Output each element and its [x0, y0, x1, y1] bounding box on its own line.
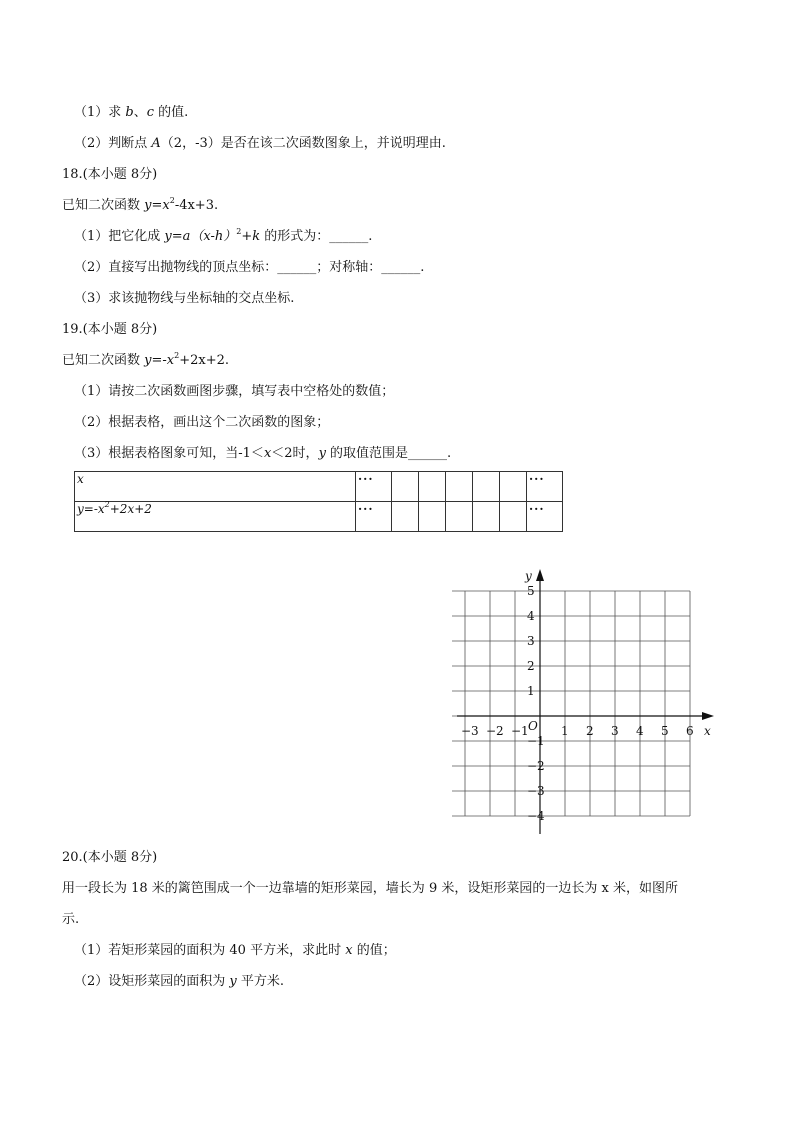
q19-part3-text: （3）根据表格图象可知，当-1＜: [74, 446, 264, 461]
y-axis-arrow-icon: [536, 569, 544, 581]
q19-stem-text: 已知二次函数: [62, 353, 145, 368]
q20-header: 20.(本小题 8分): [62, 850, 158, 865]
q19-stem: [62, 352, 229, 370]
table-cell[interactable]: [419, 472, 446, 502]
q18-stem: [62, 197, 218, 215]
y-tick-label: −3: [527, 784, 545, 798]
table-cell[interactable]: [392, 472, 419, 502]
q18-stem-text: 已知二次函数: [62, 198, 145, 213]
q19-part1: （1）请按二次函数画图步骤，填写表中空格处的数值；: [74, 384, 395, 399]
table-row-y: [75, 502, 563, 532]
y-tick-label: 4: [527, 609, 535, 623]
q18-func-exp: 2: [169, 195, 175, 205]
x-tick-label: 1: [561, 724, 569, 738]
y-tick-label: −1: [527, 734, 545, 748]
q19-part2: （2）根据表格，画出这个二次函数的图象；: [74, 415, 330, 430]
table-cell[interactable]: [500, 502, 527, 532]
var-x: x: [345, 943, 353, 958]
q17-part1-sep: 、: [133, 105, 147, 120]
table-head-y: [75, 502, 356, 532]
q18-part1: [74, 228, 372, 246]
table-cell[interactable]: [500, 472, 527, 502]
q18-part1-text: （1）把它化成: [74, 229, 165, 244]
q20-part1-tail: 的值；: [352, 943, 396, 958]
q18-func-rhs: -4x+3.: [174, 198, 219, 213]
x-tick-label: 4: [636, 724, 644, 738]
q17-part1-tail: 的值.: [154, 105, 189, 120]
q20-part2-tail: 平方米.: [236, 974, 285, 989]
var-y: y: [318, 446, 326, 461]
y-tick-label: −4: [527, 809, 545, 823]
q19-header: 19.(本小题 8分): [62, 322, 158, 337]
table-head-x: x: [75, 472, 356, 502]
y-axis-label: y: [525, 569, 532, 583]
x-axis-arrow-icon: [702, 712, 714, 720]
q20-part1-text: （1）若矩形菜园的面积为 40 平方米，求此时: [74, 943, 346, 958]
x-tick-label: −2: [486, 724, 504, 738]
x-tick-label: −1: [511, 724, 529, 738]
q17-part2-text: （2）判断点: [74, 136, 152, 151]
var-c: c: [146, 105, 155, 120]
q17-part1: [74, 104, 188, 122]
table-cell[interactable]: [446, 472, 473, 502]
q18-func-lhs: y=x: [144, 198, 170, 213]
q19-func-exp: 2: [174, 350, 180, 360]
table-cell[interactable]: [392, 502, 419, 532]
origin-label: O: [528, 719, 538, 733]
q18-part2: （2）直接写出抛物线的顶点坐标：______；对称轴：______.: [74, 260, 425, 275]
coordinate-grid: [452, 563, 732, 843]
q19-part3: [74, 445, 451, 463]
q19-func-rhs: +2x+2.: [179, 353, 229, 368]
y-tick-label: 5: [527, 584, 535, 598]
x-tick-label: 5: [661, 724, 669, 738]
x-tick-label: −3: [461, 724, 479, 738]
table-cell[interactable]: [473, 472, 500, 502]
x-axis-label: x: [704, 724, 711, 738]
table-head-y-lhs: y=-x: [77, 502, 105, 516]
var-A: A: [151, 136, 161, 151]
q17-part1-text: （1）求: [74, 105, 126, 120]
x-tick-label: 6: [686, 724, 694, 738]
q19-part3-mid: ＜2时，: [271, 446, 319, 461]
q18-vertex-exp: 2: [236, 226, 242, 236]
var-b: b: [125, 105, 134, 120]
var-x: x: [263, 446, 272, 461]
x-tick-label: 3: [611, 724, 619, 738]
q18-part1-tail: 的形式为：______.: [260, 229, 373, 244]
table-cell[interactable]: [419, 502, 446, 532]
q20-stem-line1: 用一段长为 18 米的篱笆围成一个一边靠墙的矩形菜园，墙长为 9 米，设矩形菜园的一边长为 x 米，如图所: [62, 881, 678, 896]
q18-header: 18.(本小题 8分): [62, 167, 158, 182]
q20-part2: [74, 973, 284, 991]
table-head-y-exp: 2: [104, 500, 110, 509]
value-table: [74, 471, 563, 532]
table-ellipsis-right: ···: [527, 502, 563, 532]
q20-part1: [74, 942, 396, 960]
table-head-y-rhs: +2x+2: [109, 502, 152, 516]
q20-part2-text: （2）设矩形菜园的面积为: [74, 974, 230, 989]
y-tick-label: 3: [527, 634, 535, 648]
q18-part3: （3）求该抛物线与坐标轴的交点坐标.: [74, 291, 295, 306]
q17-part2-tail: （2，-3）是否在该二次函数图象上，并说明理由.: [160, 136, 446, 151]
q19-func-lhs: y=-x: [144, 353, 175, 368]
q20-stem-line2: 示.: [62, 912, 80, 927]
table-ellipsis-right: ···: [527, 472, 563, 502]
table-row-x: [75, 472, 563, 502]
table-ellipsis-left: ···: [356, 502, 392, 532]
y-tick-label: 1: [527, 684, 535, 698]
table-cell[interactable]: [473, 502, 500, 532]
var-y: y: [229, 974, 237, 989]
y-tick-label: 2: [527, 659, 535, 673]
y-tick-label: −2: [527, 759, 545, 773]
table-cell[interactable]: [446, 502, 473, 532]
table-ellipsis-left: ···: [356, 472, 392, 502]
q18-vertex-k: +k: [241, 229, 261, 244]
x-tick-label: 2: [586, 724, 594, 738]
q19-part3-tail: 的取值范围是______.: [325, 446, 452, 461]
q17-part2: [74, 135, 446, 153]
q18-vertex-form: y=a（x-h）: [164, 229, 237, 244]
